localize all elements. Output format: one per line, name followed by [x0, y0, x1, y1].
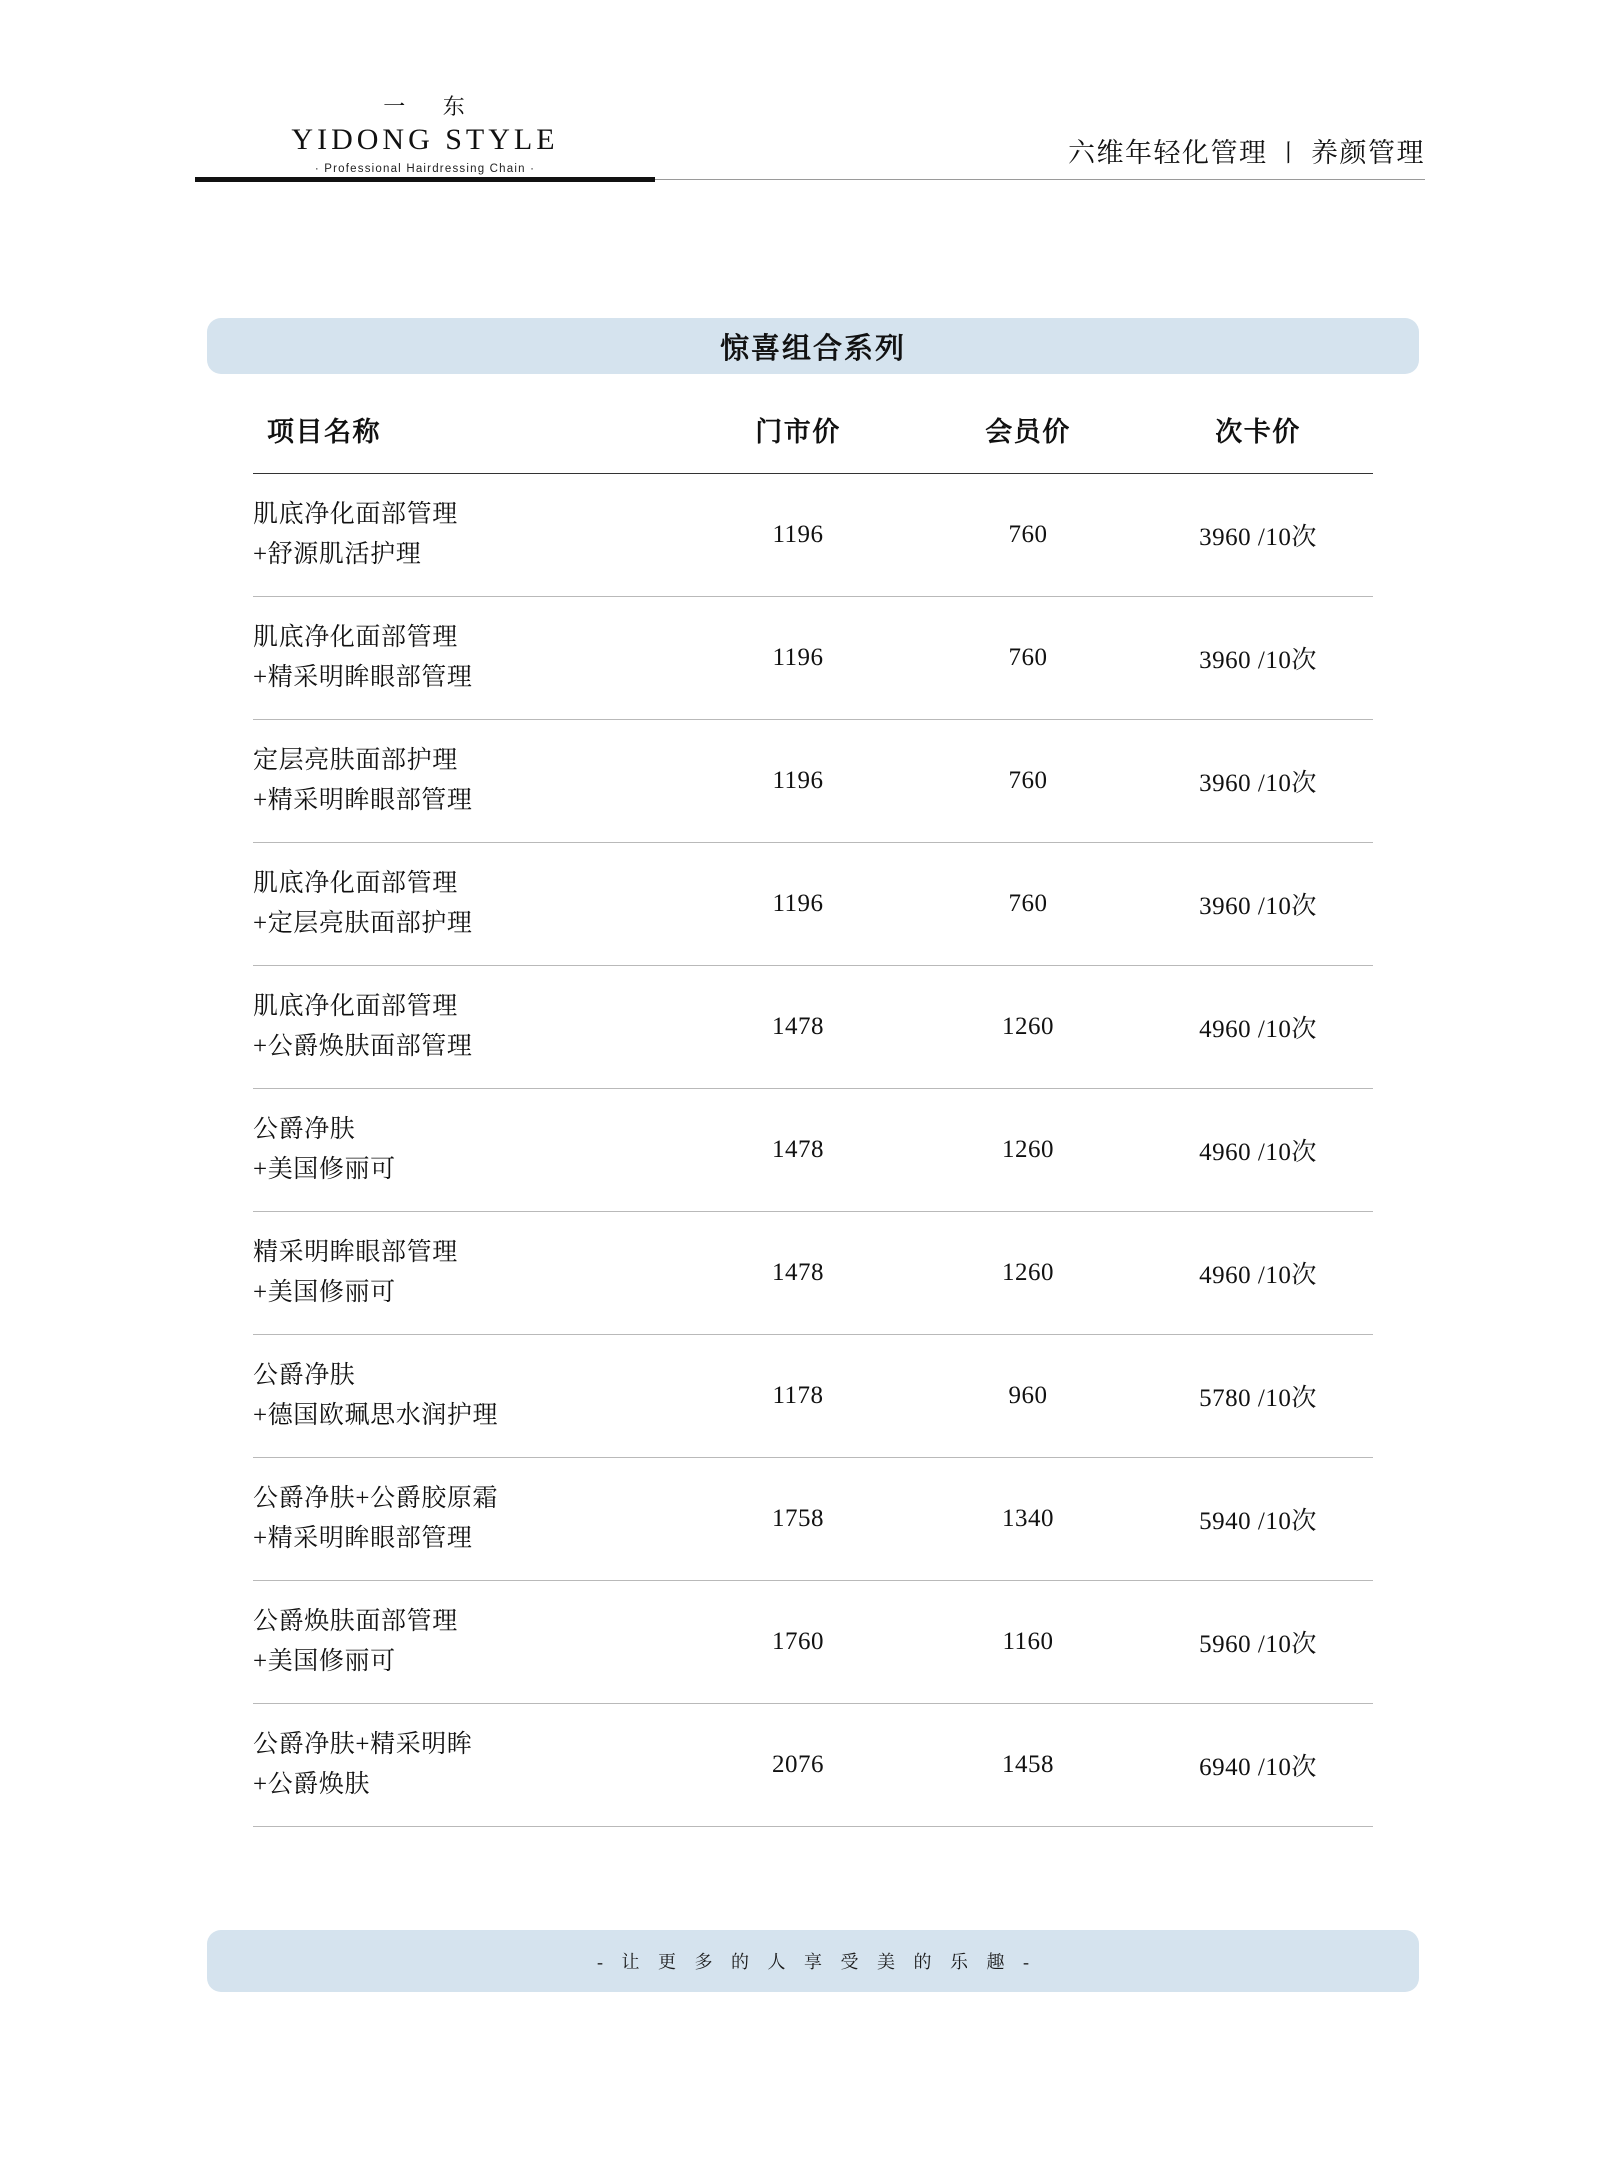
- item-name-line1: 公爵焕肤面部管理: [253, 1607, 458, 1635]
- item-name-line2: +公爵焕肤: [253, 1771, 371, 1798]
- price-table-body: [253, 474, 1373, 1827]
- row-item-name: [253, 1212, 683, 1335]
- table-row: [253, 1335, 1373, 1458]
- row-retail-price: 1196: [683, 474, 913, 597]
- table-row: [253, 720, 1373, 843]
- table-header-row: [253, 384, 1373, 474]
- item-name-line2: +定层亮肤面部护理: [253, 910, 473, 937]
- brand-tagline: · Professional Hairdressing Chain ·: [314, 163, 536, 176]
- header-title-separator: 丨: [1276, 141, 1302, 167]
- item-name-line1: 公爵净肤: [253, 1115, 356, 1143]
- item-name-line2: +精采明眸眼部管理: [253, 664, 473, 691]
- table-row: [253, 597, 1373, 720]
- row-member-price: 760: [913, 843, 1143, 966]
- row-item-name: [253, 1704, 683, 1827]
- price-card: [207, 318, 1419, 1827]
- item-name-line1: 肌底净化面部管理: [253, 869, 458, 897]
- row-retail-price: 1760: [683, 1581, 913, 1704]
- item-name-line1: 公爵净肤+公爵胶原霜: [253, 1484, 499, 1512]
- row-member-price: 1160: [913, 1581, 1143, 1704]
- row-member-price: 1260: [913, 1212, 1143, 1335]
- row-item-name: [253, 1458, 683, 1581]
- row-item-name: [253, 597, 683, 720]
- row-member-price: 760: [913, 597, 1143, 720]
- item-name-line2: +美国修丽可: [253, 1648, 396, 1675]
- table-row: [253, 1089, 1373, 1212]
- item-name-line1: 肌底净化面部管理: [253, 500, 458, 528]
- row-card-price: 3960 /10次: [1143, 474, 1373, 597]
- row-retail-price: 1196: [683, 720, 913, 843]
- row-card-price: 5940 /10次: [1143, 1458, 1373, 1581]
- row-item-name: [253, 1581, 683, 1704]
- row-card-price: 3960 /10次: [1143, 597, 1373, 720]
- item-name-line2: +精采明眸眼部管理: [253, 787, 473, 814]
- item-name-line2: +公爵焕肤面部管理: [253, 1033, 473, 1060]
- row-card-price: 4960 /10次: [1143, 1212, 1373, 1335]
- row-retail-price: 1758: [683, 1458, 913, 1581]
- row-retail-price: 1196: [683, 597, 913, 720]
- header-rule-thin: [655, 179, 1425, 180]
- row-card-price: 5780 /10次: [1143, 1335, 1373, 1458]
- row-item-name: [253, 1335, 683, 1458]
- item-name-line2: +精采明眸眼部管理: [253, 1525, 473, 1552]
- footer-slogan: - 让 更 多 的 人 享 受 美 的 乐 趣 -: [597, 1952, 1036, 1972]
- row-card-price: 4960 /10次: [1143, 1089, 1373, 1212]
- column-header-item: 项目名称: [253, 384, 683, 474]
- column-header-retail: 门市价: [683, 384, 913, 474]
- item-name-line2: +德国欧珮思水润护理: [253, 1402, 499, 1429]
- table-row: [253, 1581, 1373, 1704]
- item-name-line1: 肌底净化面部管理: [253, 623, 458, 651]
- item-name-line2: +美国修丽可: [253, 1279, 396, 1306]
- page-header: [195, 95, 1425, 205]
- header-category-title: [1068, 131, 1425, 170]
- header-title-right: 养颜管理: [1311, 138, 1425, 168]
- brand-name-cn: 一 东: [383, 94, 481, 119]
- row-member-price: 1458: [913, 1704, 1143, 1827]
- row-item-name: [253, 720, 683, 843]
- row-card-price: 3960 /10次: [1143, 843, 1373, 966]
- row-item-name: [253, 843, 683, 966]
- row-card-price: 6940 /10次: [1143, 1704, 1373, 1827]
- header-title-left: 六维年轻化管理: [1068, 138, 1268, 168]
- column-header-card: 次卡价: [1143, 384, 1373, 474]
- row-member-price: 760: [913, 474, 1143, 597]
- item-name-line1: 肌底净化面部管理: [253, 992, 458, 1020]
- row-retail-price: 2076: [683, 1704, 913, 1827]
- price-table: [253, 384, 1373, 1827]
- row-item-name: [253, 966, 683, 1089]
- item-name-line1: 公爵净肤: [253, 1361, 356, 1389]
- brand-name-en: YIDONG STYLE: [291, 123, 559, 157]
- row-card-price: 3960 /10次: [1143, 720, 1373, 843]
- row-retail-price: 1478: [683, 1212, 913, 1335]
- table-row: [253, 1458, 1373, 1581]
- row-retail-price: 1178: [683, 1335, 913, 1458]
- header-rule-thick: [195, 177, 655, 182]
- table-row: [253, 843, 1373, 966]
- item-name-line2: +美国修丽可: [253, 1156, 396, 1183]
- item-name-line1: 公爵净肤+精采明眸: [253, 1730, 473, 1758]
- row-retail-price: 1196: [683, 843, 913, 966]
- series-banner: 惊喜组合系列: [207, 318, 1419, 374]
- table-row: [253, 1212, 1373, 1335]
- page-footer: [207, 1930, 1419, 1992]
- row-card-price: 4960 /10次: [1143, 966, 1373, 1089]
- row-card-price: 5960 /10次: [1143, 1581, 1373, 1704]
- item-name-line1: 精采明眸眼部管理: [253, 1238, 458, 1266]
- brand-logo: [195, 95, 655, 176]
- row-member-price: 1260: [913, 966, 1143, 1089]
- item-name-line1: 定层亮肤面部护理: [253, 746, 458, 774]
- row-retail-price: 1478: [683, 1089, 913, 1212]
- price-table-header: [253, 384, 1373, 474]
- row-member-price: 1260: [913, 1089, 1143, 1212]
- row-item-name: [253, 1089, 683, 1212]
- table-row: [253, 966, 1373, 1089]
- row-member-price: 760: [913, 720, 1143, 843]
- table-row: [253, 1704, 1373, 1827]
- row-item-name: [253, 474, 683, 597]
- row-member-price: 1340: [913, 1458, 1143, 1581]
- row-retail-price: 1478: [683, 966, 913, 1089]
- row-member-price: 960: [913, 1335, 1143, 1458]
- item-name-line2: +舒源肌活护理: [253, 541, 422, 568]
- table-row: [253, 474, 1373, 597]
- column-header-member: 会员价: [913, 384, 1143, 474]
